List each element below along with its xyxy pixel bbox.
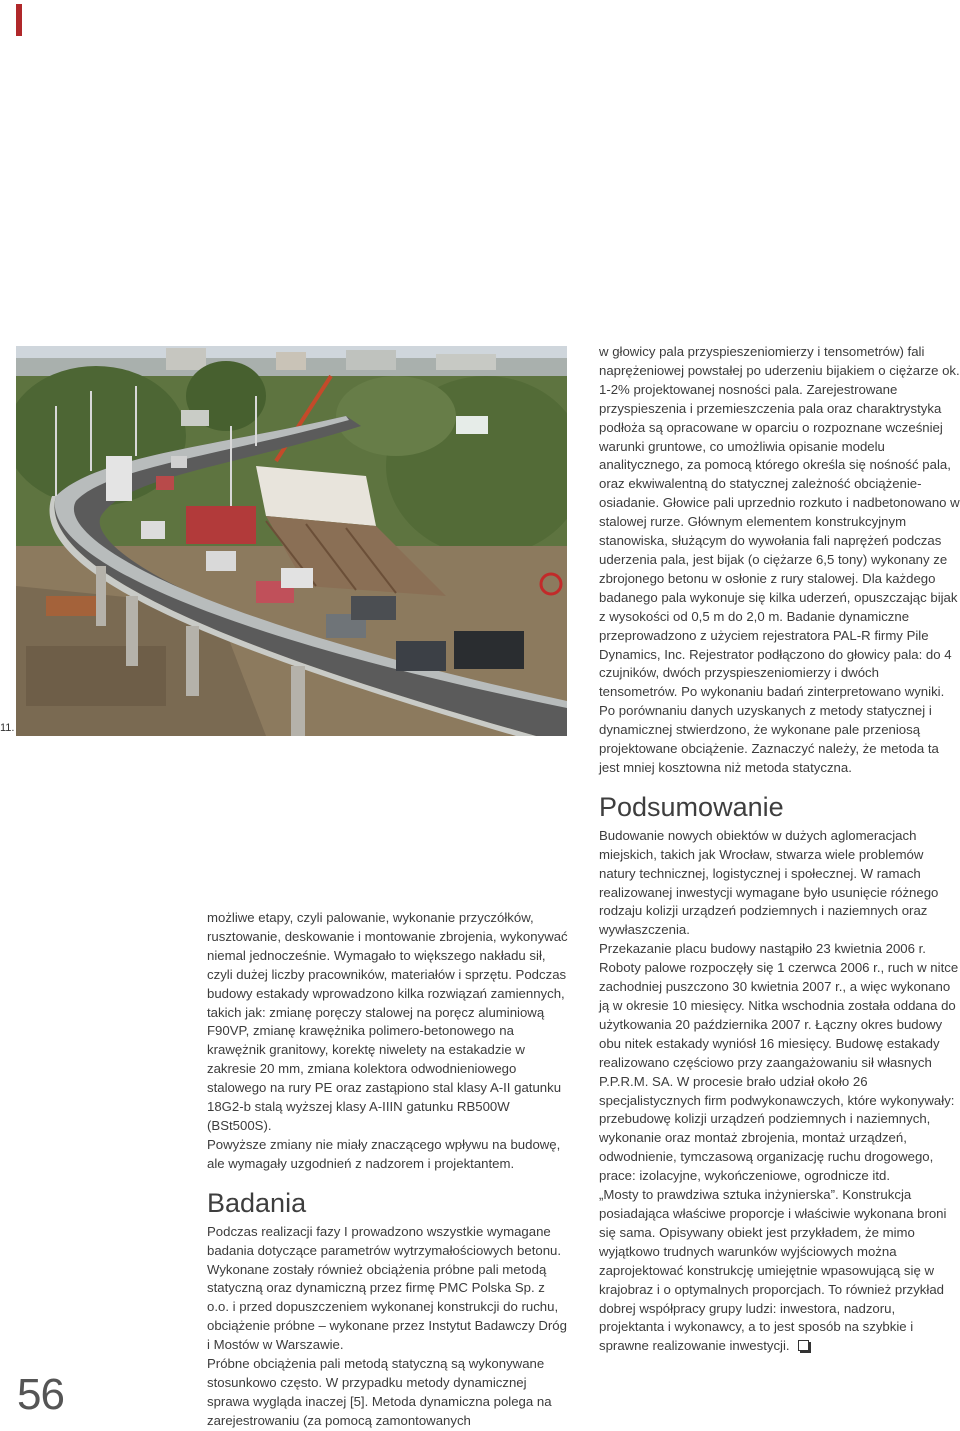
accent-bar [16, 4, 22, 36]
photo-estakada [16, 346, 567, 736]
end-of-article-icon [798, 1340, 809, 1351]
paragraph: Podczas realizacji fazy I prowadzono wszystkie wymagane badania dotyczące parametrów wytrzymałościowych betonu. Wykonane zostały również obciążenia próbne pali metodą statyczną oraz dynamiczną przez firmę PMC Polska Sp. z o.o. i przed dopuszczeniem wykonanej konstrukcji do ruchu, obciążenie próbne – wykonane przez Instytut Badawczy Dróg i Mostów w Warszawie. [207, 1223, 567, 1353]
left-column [207, 909, 569, 1431]
section-heading-podsumowanie: Podsumowanie [599, 791, 784, 822]
paragraph: Budowanie nowych obiektów w dużych aglomeracjach miejskich, takich jak Wrocław, stwarza wiele problemów natury technicznej, logistycznej i społecznej. W ramach realizowanej inwestycji wymagane było usunięcie różnego rodzaju kolizji urządzeń podziemnych i naziemnych oraz wywłaszczenia. [599, 827, 939, 938]
paragraph-final [599, 1186, 960, 1356]
paragraph-text: „Mosty to prawdziwa sztuka inżynierska”. Konstrukcja posiadająca właściwe proporcje i właściwie wykonana broni się sama. Opisywany obiekt jest przykładem, że mimo wyjątkowo trudnych warunków wyjściowych można zaprojektować konstrukcję umiejętnie wpasowującą się w krajobraz i o optymalnych proporcjach. To również przykład dobrej współpracy grupy ludzi: inwestora, nadzoru, projektanta i wykonawcy, a to jest sposób na szybkie i sprawne realizowanie inwestycji. [599, 1187, 947, 1354]
right-column [599, 343, 960, 1356]
section-heading-badania: Badania [207, 1187, 307, 1218]
paragraph: możliwe etapy, czyli palowanie, wykonanie przyczółków, rusztowanie, deskowanie i montowanie zbrojenia, wykonywać niemal jednocześnie. Wymagało to większego nakładu sił, czyli dużej liczby pracowników, materiałów i sprzętu. Podczas budowy estakady wprowadzono kilka rozwiązań zamiennych, takich jak: zmianę poręczy stalowej na poręcz aluminiową F90VP, zmianę krawężnika polimero-betonowego na krawężnik granitowy, korektę niwelety na estakadzie w zakresie 20 mm, zmiana kolektora odwodnieniowego stalowego na rury PE oraz zastąpiono stal klasy A-II gatunku 18G2-b stalą wyższej klasy A-IIIN gatunku RB500W (BSt500S). [207, 910, 568, 1133]
paragraph: Przekazanie placu budowy nastąpiło 23 kwietnia 2006 r. Roboty palowe rozpoczęły się 1 czerwca 2006 r., ruch w nitce zachodniej puszczono 30 kwietnia 2007 r., a więc wykonano ją w okresie 10 miesięcy. Nitka wschodnia została oddana do użytkowania 20 października 2007 r. Łączny okres budowy obu nitek estakady wyniósł 16 miesięcy. Budowę estakady realizowano częściowo przy zaangażowaniu sił własnych P.P.R.M. SA. W procesie brało udział około 26 specjalistycznych firm podwykonawczych, które wykonywały: przebudowę kolizji urządzeń podziemnych i naziemnych, wykonanie oraz montaż zbrojenia, montaż urządzeń, odwodnienie, tymczasową organizację ruchu drogowego, prace: izolacyjne, wykończeniowe, ogrodnicze itd. [599, 941, 959, 1184]
paragraph: w głowicy pala przyspieszeniomierzy i tensometrów) fali naprężeniowej powstałej po uderzeniu bijakiem o ciężarze ok. 1-2% projektowanej nosności pala. Zarejestrowane przyspieszenia i przemieszczenia pala oraz charaktrystyka podłoża są opracowane w oparciu o rozpoznane wcześniej warunki gruntowe, co umożliwia opisanie modelu analitycznego, za pomocą którego określa się nośność pala, oraz ekwiwalentną do statycznej zależność obciążenie-osiadanie. Głowice pali uprzednio rozkuto i nadbetonowano w stalowej rurze. Głównym elementem konstrukcyjnym stanowiska, służącym do wywołania fali naprężeń podczas uderzenia pala, jest bijak (o ciężarze 6,5 tony) wykonany ze zbrojonego betonu w osłonie z rury stalowej. Dla każdego badanego pala wykonuje się kilka uderzeń, opuszczając bijak z wysokości od 0,5 m do 2,0 m. Badanie dynamiczne przeprowadzono z użyciem rejestratora PAL-R firmy Pile Dynamics, Inc. Rejestrator podłączono do głowicy pala: do 4 czujników, dwóch przyspieszeniomierzy i dwóch tensometrów. Po wykonaniu badań zinterpretowano wyniki. Po porównaniu danych uzyskanych z metody statycznej i dynamicznej stwierdzono, że wykonane pale przeniosą projektowane obciążenie. Zaznaczyć należy, że metoda ta jest mniej kosztowna niż metoda statyczna. [599, 344, 960, 775]
figure-number: 11. [0, 722, 15, 734]
page-number: 56 [17, 1370, 64, 1419]
paragraph: Powyższe zmiany nie miały znaczącego wpływu na budowę, ale wymagały uzgodnień z nadzorem i projektantem. [207, 1136, 561, 1171]
paragraph: Próbne obciążenia pali metodą statyczną są wykonywane stosunkowo często. W przypadku metody dynamicznej sprawa wygląda inaczej [5]. Metoda dynamiczna polega na zarejestrowaniu (za pomocą zamontowanych [207, 1356, 552, 1428]
